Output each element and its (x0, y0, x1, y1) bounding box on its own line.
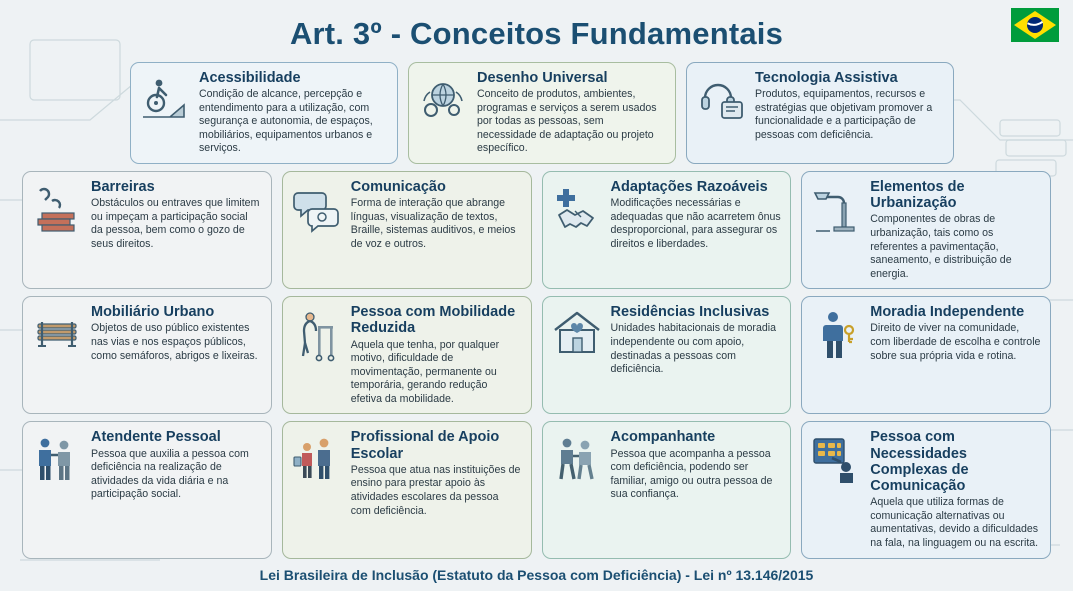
concept-text: Direito de viver na comunidade, com liberdade de escolha e controle sobre sua própria vida e rotina. (870, 322, 1041, 362)
two-people-support-icon (30, 429, 84, 483)
wheelchair-ramp-icon (138, 70, 192, 124)
concept-title: Residências Inclusivas (610, 304, 770, 321)
concept-text: Forma de interação que abrange línguas, visualização de textos, Braille, sistemas auditivos, e meios de voz e outros. (350, 197, 516, 250)
concept-card-acompanhante[interactable] (542, 421, 792, 558)
concept-title: Adaptações Razoáveis (610, 179, 768, 195)
concepts-row-1 (22, 62, 1051, 164)
concept-title: Pessoa com Necessidades Complexas de Comunicação (870, 429, 969, 495)
concept-card-mobiliario-urbano[interactable] (22, 296, 272, 414)
concept-card-desenho-universal[interactable] (408, 62, 676, 164)
concept-title: Tecnologia Assistiva (755, 70, 898, 86)
house-heart-icon (550, 304, 604, 356)
concept-card-mobilidade-reduzida[interactable] (282, 296, 532, 414)
concept-text: Pessoa que atua nas instituições de ensino para prestar apoio às atividades escolares da pessoa com deficiência. (350, 463, 521, 517)
concepts-row-2 (22, 171, 1051, 289)
globe-gears-icon (416, 70, 470, 124)
concept-title: Desenho Universal (477, 70, 608, 86)
concept-title: Acompanhante (610, 429, 716, 446)
communication-board-icon (809, 429, 863, 485)
concept-card-atendente-pessoal[interactable] (22, 421, 272, 558)
brazil-flag-icon (1011, 8, 1059, 42)
concept-title: Profissional de Apoio Escolar (350, 429, 500, 462)
concept-title: Atendente Pessoal (91, 429, 221, 446)
concept-title: Pessoa com Mobilidade Reduzida (350, 304, 516, 337)
concept-text: Obstáculos ou entraves que limitem ou impeçam a participação social da pessoa, bem como o gozo de seus direitos. (91, 197, 260, 250)
concept-card-moradia-independente[interactable] (801, 296, 1051, 414)
street-lamp-icon (809, 179, 863, 235)
concept-title: Mobiliário Urbano (91, 304, 215, 321)
concept-text: Aquela que tenha, por qualquer motivo, dificuldade de movimentação, permanente ou temporária, gerando redução efetiva da mobilidade. (350, 338, 500, 405)
concept-card-comunicacao[interactable] (282, 171, 532, 289)
concept-card-acessibilidade[interactable] (130, 62, 398, 164)
concept-text: Modificações necessárias e adequadas que não acarretem ônus desproporcional, para assegurar os direitos e liberdades. (610, 197, 781, 250)
concept-text: Conceito de produtos, ambientes, programas e serviços a serem usados por todas as pessoas, sem necessidade de adaptação ou projeto específico. (477, 88, 657, 155)
footer-law-reference: Lei Brasileira de Inclusão (Estatuto da Pessoa com Deficiência) - Lei nº 13.146/2015 (259, 567, 814, 583)
handshake-plus-icon (550, 179, 604, 233)
concept-card-apoio-escolar[interactable] (282, 421, 532, 558)
person-keys-icon (809, 304, 863, 362)
concept-text: Componentes de obras de urbanização, tais como os referentes a pavimentação, saneamento, e distribuição de energia. (870, 213, 1012, 280)
concept-text: Objetos de uso público existentes nas vias e nos espaços públicos, como semáforos, abrigos e lixeiras. (91, 322, 258, 362)
concept-title: Comunicação (350, 179, 446, 195)
concepts-row-4 (22, 421, 1051, 558)
speech-bubbles-icon (290, 179, 344, 233)
headset-tablet-icon (694, 70, 748, 124)
concept-text: Pessoa que acompanha a pessoa com deficiência, podendo ser familiar, amigo ou outra pessoa de sua confiança. (610, 447, 773, 501)
concept-card-elementos-urbanizacao[interactable] (801, 171, 1051, 289)
person-walker-icon (290, 304, 344, 364)
concept-text: Unidades habitacionais de moradia independente ou com apoio, destinadas a pessoas com deficiência. (610, 322, 776, 376)
concept-title: Barreiras (91, 179, 155, 195)
concept-text: Condição de alcance, percepção e entendimento para a utilização, com segurança e autonomia, de espaços, mobiliários, equipamentos urbanos e serviços. (199, 88, 373, 155)
concept-card-tecnologia-assistiva[interactable] (686, 62, 954, 164)
concept-text: Produtos, equipamentos, recursos e estratégias que objetivam promover a funcionalidade e a participação de pessoas com deficiência. (755, 88, 933, 141)
concept-card-comunicacao-complexa[interactable] (801, 421, 1051, 558)
concept-title: Moradia Independente (870, 304, 1025, 321)
two-people-walking-icon (550, 429, 604, 483)
concept-text: Pessoa que auxilia a pessoa com deficiência na realização de atividades da vida diária e na participação social. (91, 447, 249, 501)
park-bench-icon (30, 304, 84, 354)
concepts-grid (0, 62, 1073, 559)
concept-card-adaptacoes-razoaveis[interactable] (542, 171, 792, 289)
concept-card-residencias-inclusivas[interactable] (542, 296, 792, 414)
concept-title: Acessibilidade (199, 70, 301, 86)
page-title: Art. 3º - Conceitos Fundamentais (289, 16, 784, 51)
concept-card-barreiras[interactable] (22, 171, 272, 289)
concepts-row-3 (22, 296, 1051, 414)
broken-chain-wall-icon (30, 179, 84, 235)
concept-text: Aquela que utiliza formas de comunicação alternativas ou aumentativas, devido a dificuldades na fala, na linguagem ou na escrita. (870, 496, 1039, 549)
teacher-student-icon (290, 429, 344, 483)
concept-title: Elementos de Urbanização (870, 179, 965, 212)
